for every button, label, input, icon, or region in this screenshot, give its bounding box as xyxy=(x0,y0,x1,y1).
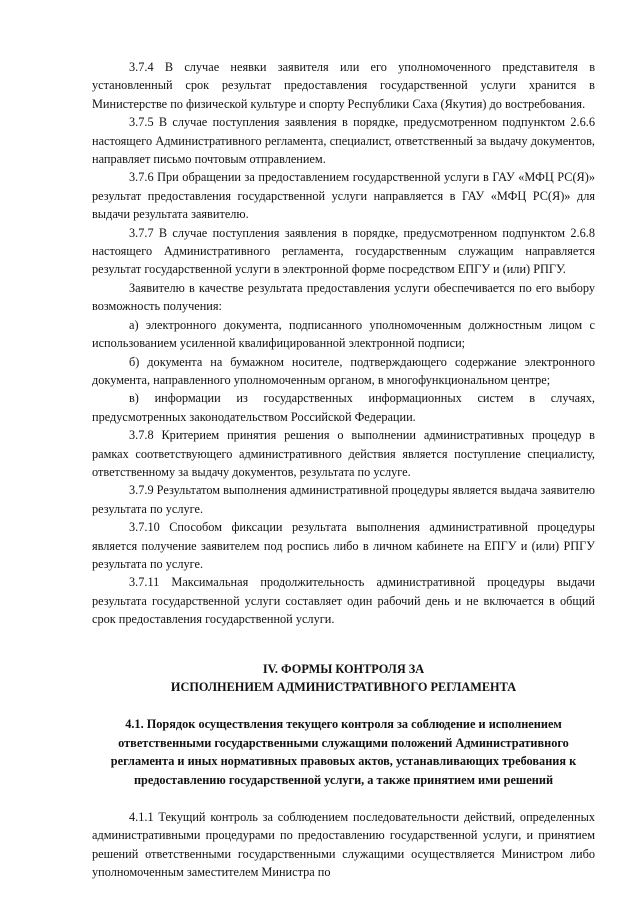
paragraph-3-7-6: 3.7.6 При обращении за предоставлением государственной услуги в ГАУ «МФЦ РС(Я)» результат предоставления государственной услуги направляется в ГАУ «МФЦ РС(Я)» для выдачи результата заявителю. xyxy=(92,170,595,222)
list-item-b: б) документа на бумажном носителе, подтверждающего содержание электронного документа, направленного уполномоченным органом, в многофункциональном центре; xyxy=(92,354,595,387)
chapter-title xyxy=(92,660,595,697)
paragraph-3-7-7: 3.7.7 В случае поступления заявления в порядке, предусмотренном подпунктом 2.6.8 настоящего Административного регламента, государственным служащим направляется результат государственной услуги в электронной форме посредством ЕПГУ и (или) РПГУ. xyxy=(92,225,595,277)
paragraph-3-7-4: 3.7.4 В случае неявки заявителя или его уполномоченного представителя в установленный срок результат предоставления государственной услуги хранится в Министерстве по физической культуре и спорту Республики Саха (Якутия) до востребования. xyxy=(92,60,595,111)
paragraph-3-7-9: 3.7.9 Результатом выполнения административной процедуры является выдача заявителю результата по услуге. xyxy=(92,483,595,516)
document-page xyxy=(92,58,595,882)
paragraph-4-1-1: 4.1.1 Текущий контроль за соблюдением последовательности действий, определенных административными процедурами по предоставлению государственной услуги, и принятием решений ответственными государственными служащими осуществляется Министром либо уполномоченным заместителем Министра по xyxy=(92,810,595,880)
paragraph-result-options: Заявителю в качестве результата предоставления услуги обеспечивается по его выбору возможность получения: xyxy=(92,280,595,314)
list-item-a: а) электронного документа, подписанного уполномоченным должностным лицом с использованием усиленной квалифицированной электронной подписи; xyxy=(92,317,595,351)
chapter-title-line-1: IV. ФОРМЫ КОНТРОЛЯ ЗА xyxy=(262,661,425,676)
chapter-title-line-2: ИСПОЛНЕНИЕМ АДМИНИСТРАТИВНОГО РЕГЛАМЕНТА xyxy=(170,680,517,694)
paragraph-3-7-10: 3.7.10 Способом фиксации результата выполнения административной процедуры является получение заявителем под роспись либо в личном кабинете на ЕПГУ и (или) РПГУ результата по услуге. xyxy=(92,520,595,571)
paragraph-3-7-11: 3.7.11 Максимальная продолжительность административной процедуры выдачи результата государственной услуги составляет один рабочий день и не включается в общий срок предоставления государственной услуги. xyxy=(92,575,595,627)
list-item-v: в) информации из государственных информационных систем в случаях, предусмотренных законодательством Российской Федерации. xyxy=(92,391,595,424)
paragraph-3-7-8: 3.7.8 Критерием принятия решения о выполнении административных процедур в рамках соответствующего административного действия является поступление специалисту, ответственному за выдачу документов, результата по услуге. xyxy=(92,428,595,479)
paragraph-3-7-5: 3.7.5 В случае поступления заявления в порядке, предусмотренном подпунктом 2.6.6 настоящего Административного регламента, специалист, ответственный за выдачу документов, направляет письмо почтовым отправлением. xyxy=(92,115,595,167)
section-title: 4.1. Порядок осуществления текущего контроля за соблюдение и исполнением ответственными государственными служащими положений Административного регламента и иных нормативных правовых актов, устанавливающих требования к предоставлению государственной услуги, а также принятием ими решений xyxy=(110,717,577,787)
